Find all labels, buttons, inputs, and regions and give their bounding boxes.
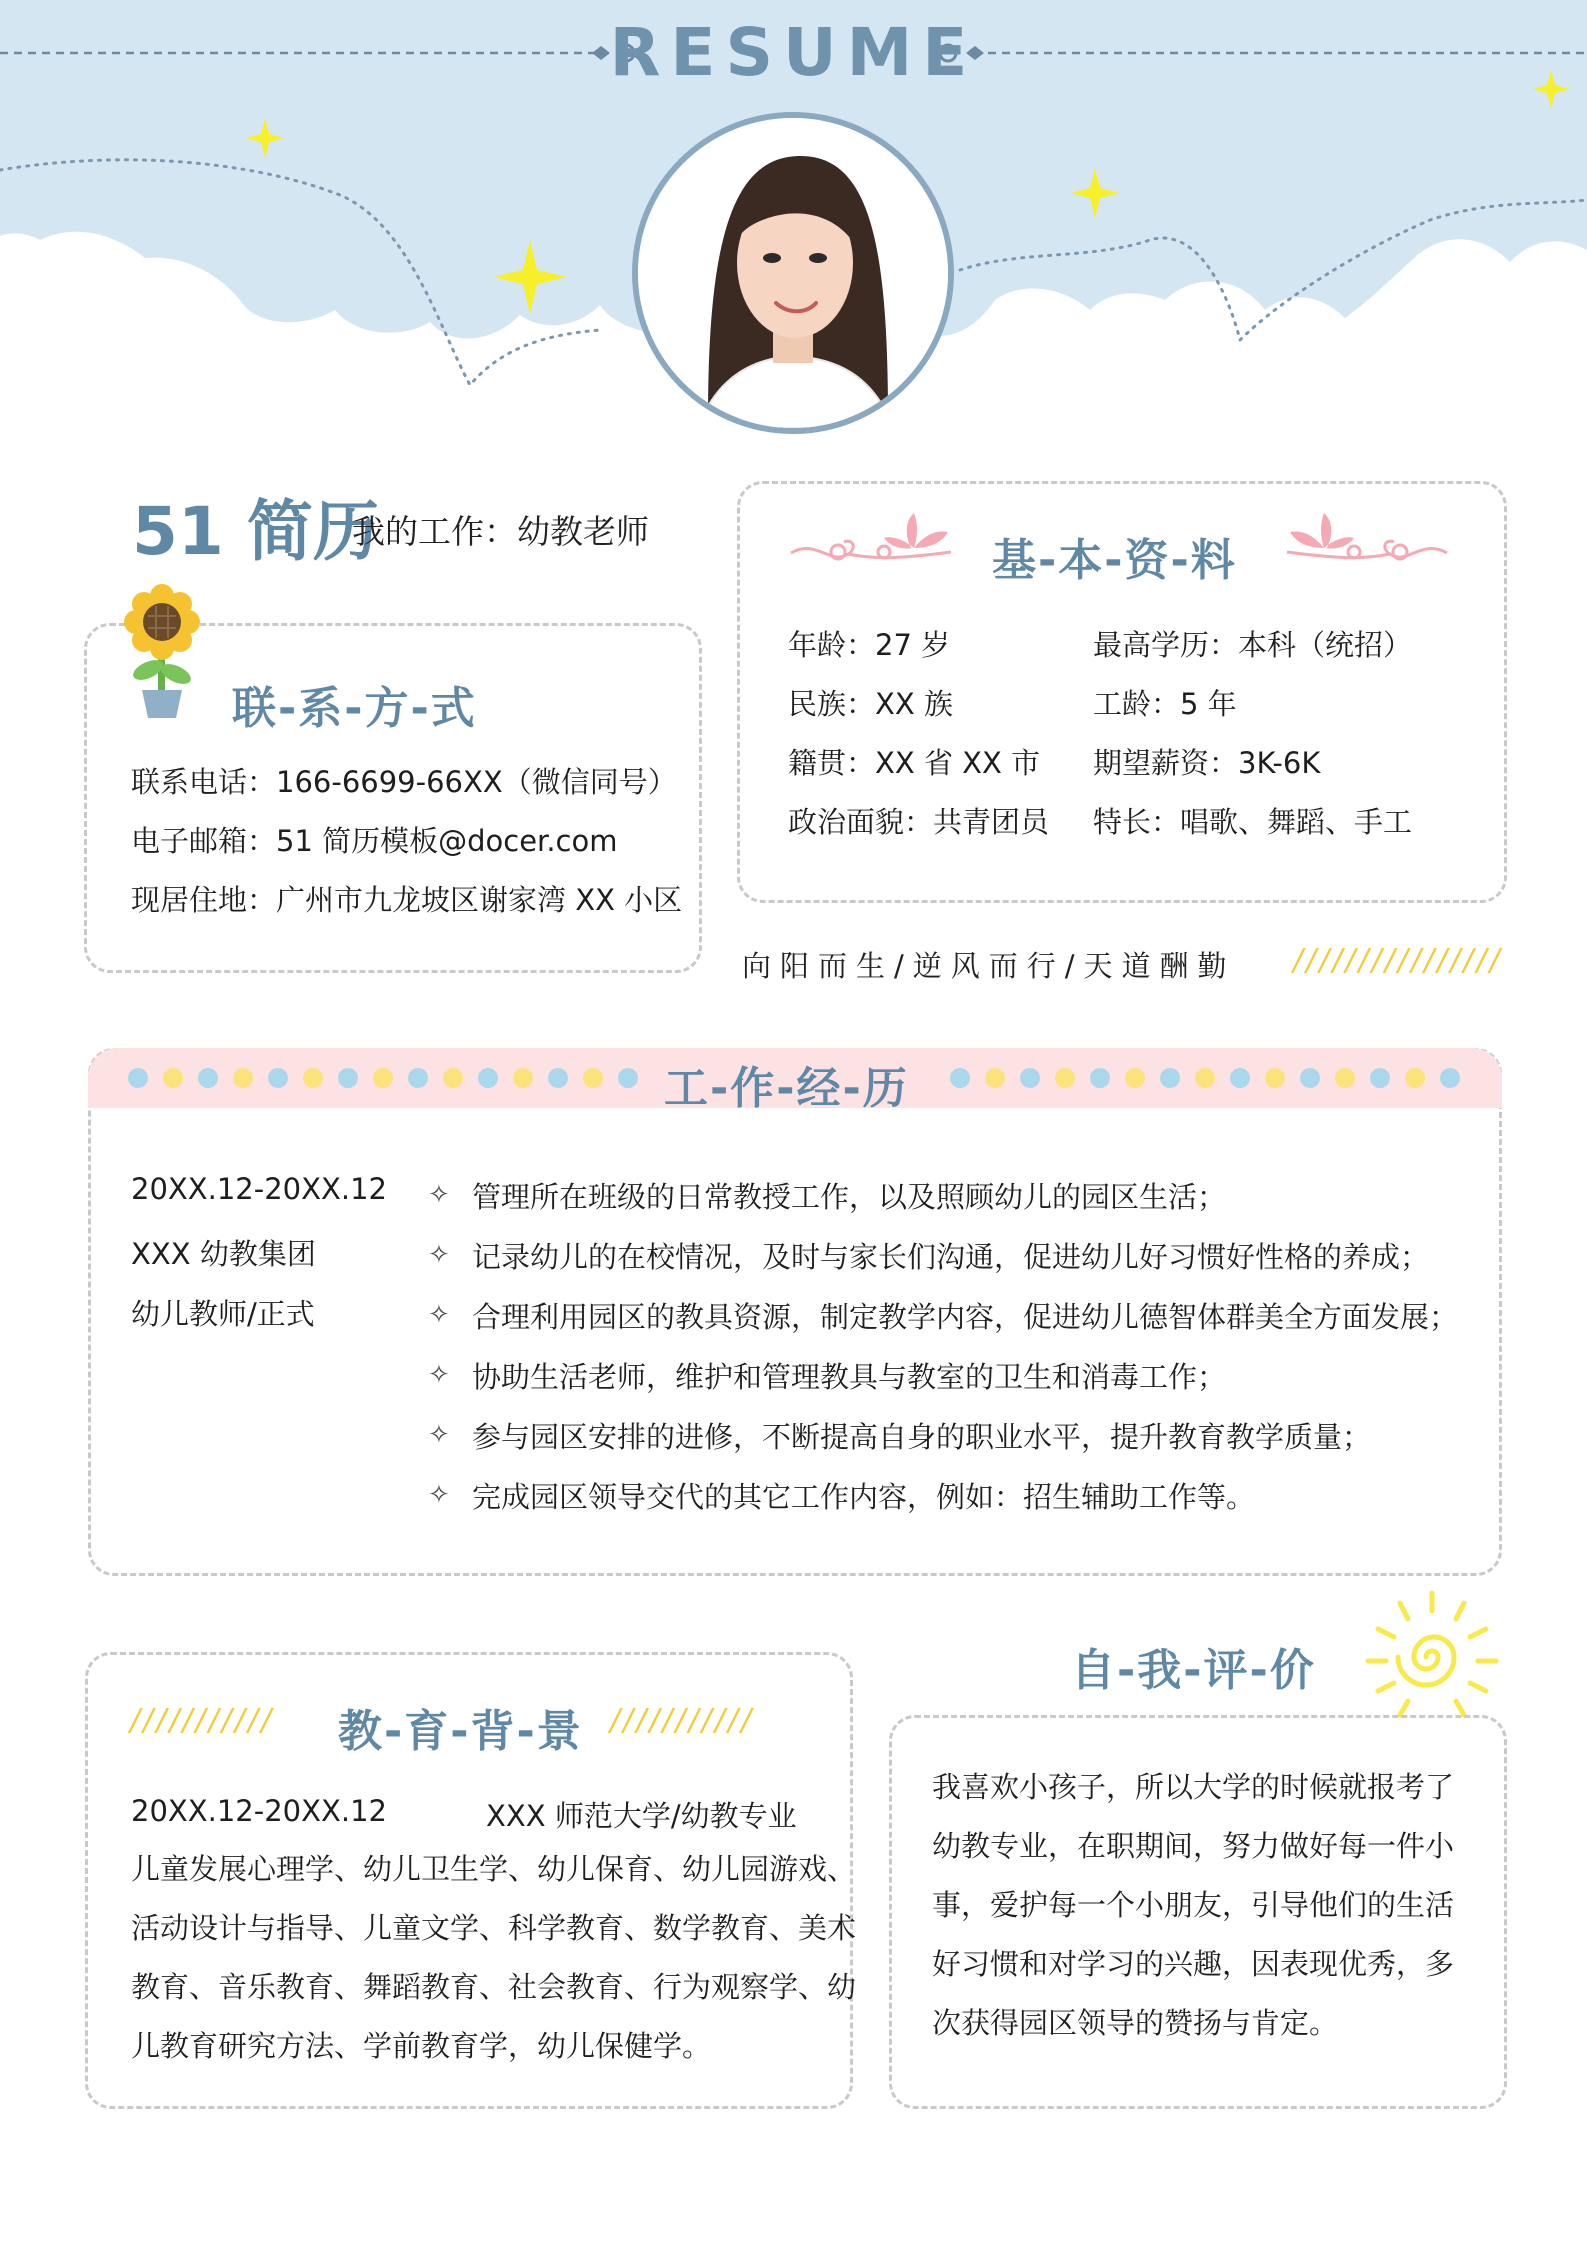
basic-age: 年龄：27 岁 [788,628,951,662]
list-item: ✧ 完成园区领导交代的其它工作内容，例如：招生辅助工作等。 [428,1479,1256,1514]
resume-title: RESUME [609,14,978,91]
basic-political: 政治面貌：共青团员 [788,805,1050,839]
sparkle-icon: ✧ [428,1420,450,1450]
basic-info-title: 基-本-资-料 [992,535,1237,586]
sparkle-icon: ✧ [428,1300,450,1330]
sunflower-icon [114,582,210,722]
education-period: 20XX.12-20XX.12 [131,1794,387,1828]
contact-title: 联-系-方-式 [232,683,477,734]
basic-skills: 特长：唱歌、舞蹈、手工 [1093,805,1413,839]
work-period: 20XX.12-20XX.12 [131,1172,387,1206]
contact-phone: 联系电话：166-6699-66XX（微信同号） [131,765,677,799]
flourish-icon [1282,508,1452,578]
basic-ethnicity: 民族：XX 族 [788,687,953,721]
contact-address: 现居住地：广州市九龙坡区谢家湾 XX 小区 [131,883,683,917]
motto-decoration: //////////////// [1293,943,1503,978]
education-school: XXX 师范大学/幼教专业 [486,1799,797,1833]
basic-degree: 最高学历：本科（统招） [1093,628,1413,662]
profile-job: 我的工作：幼教老师 [352,512,649,551]
contact-email: 电子邮箱：51 简历模板@docer.com [131,824,618,858]
work-company: XXX 幼教集团 [131,1237,316,1271]
basic-origin: 籍贯：XX 省 XX 市 [788,746,1041,780]
sparkle-icon: ✧ [428,1240,450,1270]
basic-salary: 期望薪资：3K-6K [1093,746,1321,780]
education-decoration: /////////// [610,1703,755,1738]
list-item: ✧ 管理所在班级的日常教授工作，以及照顾幼儿的园区生活； [428,1179,1227,1214]
profile-photo [632,112,954,434]
sparkle-icon: ✧ [428,1180,450,1210]
flourish-icon [786,508,956,578]
self-evaluation-title: 自-我-评-价 [1071,1645,1316,1696]
motto: 向阳而生/逆风而行/天道酬勤 [742,949,1236,983]
list-item: ✧ 参与园区安排的进修，不断提高自身的职业水平，提升教育教学质量； [428,1419,1372,1454]
list-item: ✧ 协助生活老师，维护和管理教具与教室的卫生和消毒工作； [428,1359,1227,1394]
dots-decoration [948,1063,1468,1093]
profile-name: 51 简历 [132,493,379,570]
work-position: 幼儿教师/正式 [131,1297,315,1331]
sparkle-icon: ✧ [428,1360,450,1390]
education-title: 教-育-背-景 [338,1706,583,1757]
sparkle-icon: ✧ [428,1480,450,1510]
education-courses: 儿童发展心理学、幼儿卫生学、幼儿保育、幼儿园游戏、 活动设计与指导、儿童文学、科学教育、数学教育、美术 教育、音乐教育、舞蹈教育、社会教育、行为观察学、幼 儿教育研究方法、学前教育学，幼儿保健学。 [131,1852,857,2063]
self-evaluation-text: 我喜欢小孩子，所以大学的时候就报考了 幼教专业，在职期间，努力做好每一件小 事，爱护每一个小朋友，引导他们的生活 好习惯和对学习的兴趣，因表现优秀，多 次获得园区领导的赞扬与肯定。 [932,1770,1455,2040]
basic-experience: 工龄：5 年 [1093,687,1237,721]
education-decoration: /////////// [130,1703,275,1738]
work-duties-list [428,1165,1458,1525]
avatar-illustration [638,118,948,428]
sun-icon [1352,1585,1512,1735]
dots-decoration [126,1063,646,1093]
list-item: ✧ 合理利用园区的教具资源，制定教学内容，促进幼儿德智体群美全方面发展； [428,1299,1459,1334]
list-item: ✧ 记录幼儿的在校情况，及时与家长们沟通，促进幼儿好习惯好性格的养成； [428,1239,1430,1274]
work-title: 工-作-经-历 [664,1063,909,1114]
